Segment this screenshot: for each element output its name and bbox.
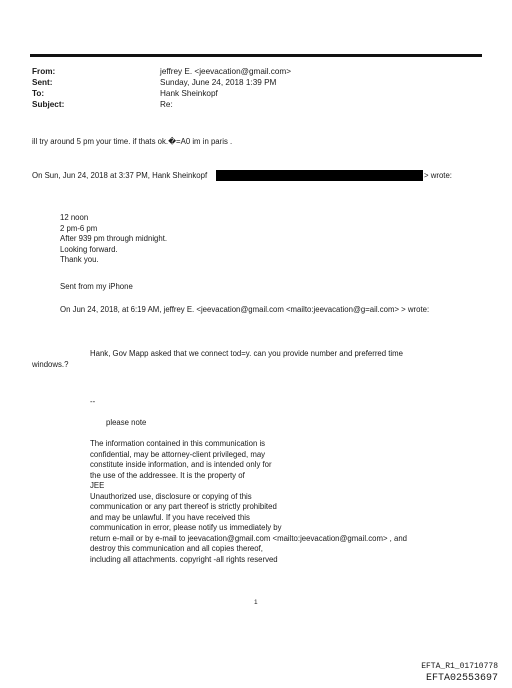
redaction-bar [216, 170, 423, 181]
disclaimer-line: destroy this communication and all copies thereof, [90, 544, 263, 553]
reply-line: Looking forward. [60, 244, 118, 254]
disclaimer-line: Unauthorized use, disclosure or copying of this [90, 491, 252, 501]
quoted-message-line: Hank, Gov Mapp asked that we connect tod=y. can you provide number and preferred time [90, 349, 403, 358]
reply-line: Thank you. [60, 255, 99, 264]
document-id-1: EFTA_R1_01710778 [421, 662, 498, 671]
disclaimer-line: the use of the addressee. It is the property of [90, 470, 245, 480]
disclaimer-line: confidential, may be attorney-client privileged, may [90, 449, 266, 459]
reply-line: 2 pm-6 pm [60, 223, 98, 233]
reply-line: After 939 pm through midnight. [60, 234, 168, 243]
from-label: From: [32, 67, 56, 76]
disclaimer-line: constitute inside information, and is intended only for [90, 460, 272, 469]
from-value: jeffrey E. <jeevacation@gmail.com> [160, 67, 292, 76]
disclaimer-line: communication in error, please notify us immediately by [90, 523, 282, 532]
quoted-message-line: windows.? [32, 360, 69, 369]
quote-wrote: > wrote: [424, 171, 452, 180]
subject-label: Subject: [32, 100, 65, 109]
page-number: 1 [254, 599, 258, 606]
to-value: Hank Sheinkopf [160, 89, 218, 98]
reply-line: 12 noon [60, 213, 89, 222]
signature-line: Sent from my iPhone [60, 282, 133, 291]
quote-intro: On Sun, Jun 24, 2018 at 3:37 PM, Hank Sheinkopf [32, 171, 208, 180]
header-rule [30, 54, 482, 57]
sent-value: Sunday, June 24, 2018 1:39 PM [160, 78, 277, 87]
to-label: To: [32, 89, 45, 98]
subject-value: Re: [160, 100, 173, 109]
disclaimer-line: and may be unlawful. If you have received this [90, 512, 250, 522]
disclaimer-line: The information contained in this communication is [90, 439, 266, 448]
disclaimer-line: including all attachments. copyright -all rights reserved [90, 554, 278, 564]
separator-dash: -- [90, 397, 96, 406]
message-line: ill try around 5 pm your time. if thats ok.�=A0 im in paris . [32, 137, 233, 146]
disclaimer-line: return e-mail or by e-mail to jeevacation@gmail.com <mailto:jeevacation@gmail.com> , and [90, 533, 408, 543]
please-note-line: please note [106, 418, 147, 427]
disclaimer-line: JEE [90, 481, 105, 490]
document-id-2: EFTA02553697 [425, 673, 498, 684]
quote-intro-2: On Jun 24, 2018, at 6:19 AM, jeffrey E. <jeevacation@gmail.com <mailto:jeevacation@g=ail.com> > wrote: [60, 305, 430, 314]
disclaimer-line: communication or any part thereof is strictly prohibited [90, 502, 277, 511]
sent-label: Sent: [32, 78, 53, 87]
